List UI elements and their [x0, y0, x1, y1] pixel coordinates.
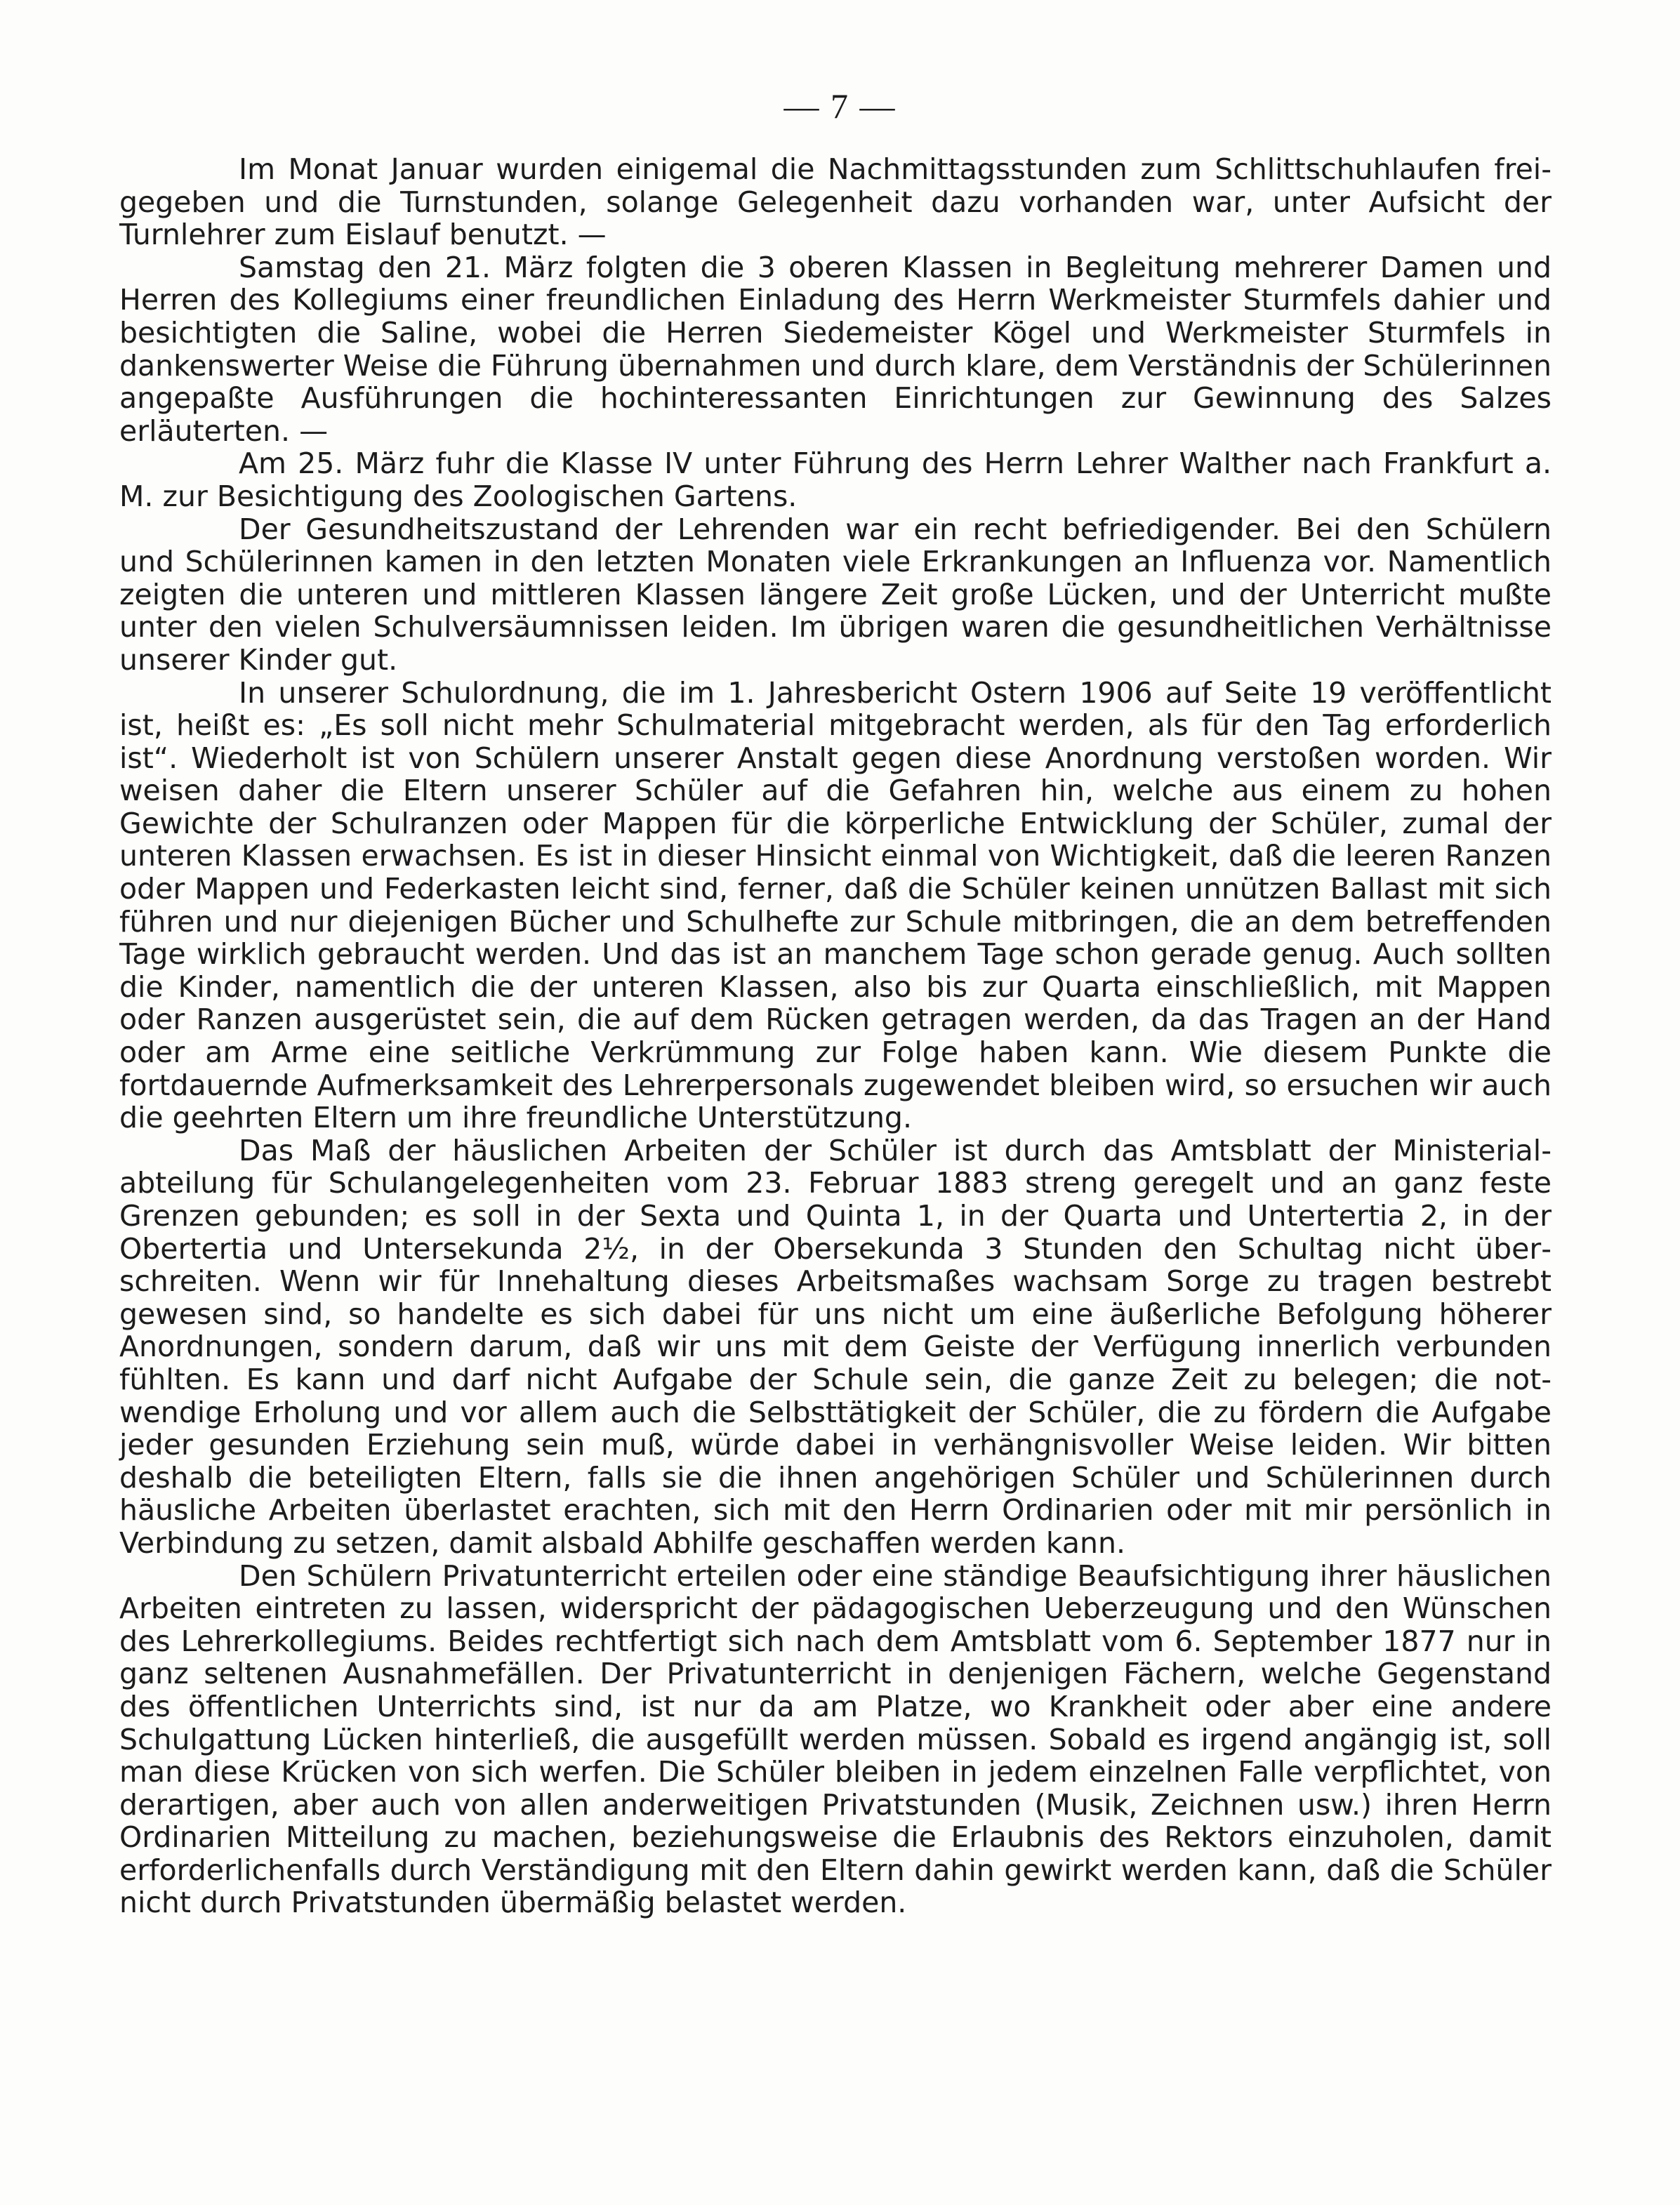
paragraph-school-material: In unserer Schulordnung, die im 1. Jahresbericht Ostern 1906 auf Seite 19 veröffentlicht ist, heißt es: „Es soll nicht mehr Schulmaterial mitgebracht werden, als für den Tag erforderlich ist“. Wiederholt ist von Schülern unserer Anstalt gegen diese Anordnung verstoßen worden. Wir weisen daher die Eltern unserer Schüler auf die Gefahren hin, welche aus einem zu hohen Gewichte der Schulranzen oder Mappen für die körperliche Entwicklung der Schüler, zumal der unteren Klassen erwachsen. Es ist in dieser Hinsicht einmal von Wichtigkeit, daß die leeren Ranzen oder Mappen und Federkasten leicht sind, ferner, daß die Schüler keinen unnützen Ballast mit sich führen und nur diejenigen Bücher und Schulhefte zur Schule mitbringen, die an dem betreffenden Tage wirklich gebraucht werden. Und das ist an manchem Tage schon gerade genug. Auch sollten die Kinder, namentlich die der unteren Klassen, also bis zur Quarta einschließlich, mit Mappen oder Ranzen ausgerüstet sein, die auf dem Rücken getragen werden, da das Tragen an der Hand oder am Arme eine seitliche Verkrümmung zur Folge haben kann. Wie diesem Punkte die fortdauernde Aufmerksamkeit des Lehrerpersonals zugewendet bleiben wird, so ersuchen wir auch die geehrten Eltern um ihre freundliche Unterstützung. [119, 675, 1552, 1135]
paragraph-private-lessons: Den Schülern Privatunterricht erteilen oder eine ständige Beaufsichtigung ihrer häuslichen Arbeiten eintreten zu lassen, widerspricht der pädagogischen Ueberzeugung und den Wünschen des Lehrerkollegiums. Beides rechtfertigt sich nach dem Amtsblatt vom 6. September 1877 nur in ganz seltenen Ausnahmefällen. Der Privatunterricht in denjenigen Fächern, welche Gegenstand des öffentlichen Unterrichts sind, ist nur da am Platze, wo Krankheit oder aber eine andere Schulgattung Lücken hinterließ, die ausgefüllt werden müssen. Sobald es irgend angängig ist, soll man diese Krücken von sich werfen. Die Schüler bleiben in jedem einzelnen Falle verpflichtet, von derartigen, aber auch von allen anderweitigen Privatstunden (Musik, Zeichnen usw.) ihren Herrn Ordinarien Mitteilung zu machen, beziehungsweise die Erlaubnis des Rektors einzuholen, damit erforderlichenfalls durch Verständigung mit den Eltern dahin gewirkt werden kann, daß die Schüler nicht durch Privatstunden übermäßig belastet werden. [119, 1558, 1552, 1920]
paragraph-homework: Das Maß der häuslichen Arbeiten der Schüler ist durch das Amtsblatt der Ministerialabteilung für Schulangelegenheiten vom 23. Februar 1883 streng geregelt und an ganz feste Grenzen gebunden; es soll in der Sexta und Quinta 1, in der Quarta und Untertertia 2, in der Obertertia und Untersekunda 2½, in der Obersekunda 3 Stunden den Schultag nicht überschreiten. Wenn wir für Innehaltung dieses Arbeitsmaßes wachsam Sorge zu tragen bestrebt gewesen sind, so handelte es sich dabei für uns nicht um eine äußerliche Befolgung höherer Anordnungen, sondern darum, daß wir uns mit dem Geiste der Verfügung innerlich verbunden fühlten. Es kann und darf nicht Aufgabe der Schule sein, die ganze Zeit zu belegen; die notwendige Erholung und vor allem auch die Selbsttätigkeit der Schüler, die zu fördern die Aufgabe jeder gesunden Erziehung sein muß, würde dabei in verhängnisvoller Weise leiden. Wir bitten deshalb die beteiligten Eltern, falls sie die ihnen angehörigen Schüler und Schülerinnen durch häusliche Arbeiten überlastet erachten, sich mit den Herrn Ordinarien oder mit mir persönlich in Verbindung zu setzen, damit alsbald Abhilfe geschaffen werden kann. [119, 1133, 1552, 1560]
paragraph-health: Der Gesundheitszustand der Lehrenden war ein recht befriedigender. Bei den Schülern und Schülerinnen kamen in den letzten Monaten viele Erkrankungen an Influenza vor. Namentlich zeigten die unteren und mittleren Klassen längere Zeit große Lücken, und der Unterricht mußte unter den vielen Schulversäumnissen leiden. Im übrigen waren die gesundheitlichen Verhältnisse unserer Kinder gut. [119, 512, 1552, 677]
page-number: — 7 — [783, 86, 897, 126]
paragraph-ice-skating: Im Monat Januar wurden einigemal die Nachmittagsstunden zum Schlittschuhlaufen freigegeben und die Turnstunden, solange Gelegenheit dazu vorhanden war, unter Aufsicht der Turnlehrer zum Eislauf benutzt. — [119, 152, 1552, 252]
body-text [119, 153, 1552, 1919]
paragraph-saline-visit: Samstag den 21. März folgten die 3 oberen Klassen in Begleitung mehrerer Damen und Herren des Kollegiums einer freundlichen Einladung des Herrn Werkmeister Sturmfels dahier und besichtigten die Saline, wobei die Herren Siedemeister Kögel und Werkmeister Sturmfels in dankenswerter Weise die Führung übernahmen und durch klare, dem Verständnis der Schülerinnen angepaßte Ausführungen die hochinteressanten Einrichtungen zur Gewinnung des Salzes erläuterten. — [119, 250, 1552, 448]
paragraph-zoo-trip: Am 25. März fuhr die Klasse IV unter Führung des Herrn Lehrer Walther nach Frankfurt a. M. zur Besichtigung des Zoologischen Gartens. [119, 446, 1552, 513]
